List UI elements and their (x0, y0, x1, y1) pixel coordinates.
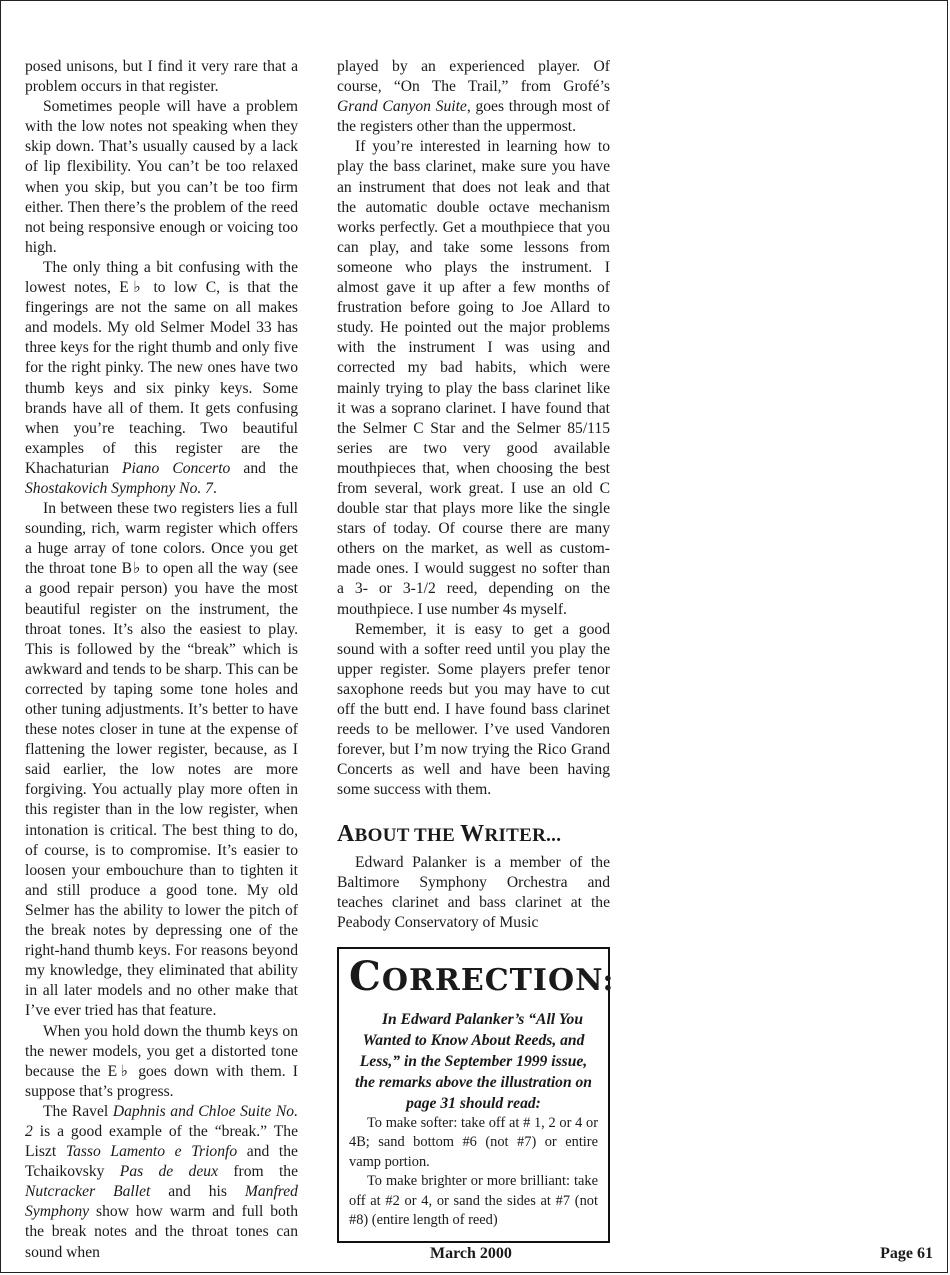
paragraph: The Ravel Daphnis and Chloe Suite No. 2 is a good example of the “break.” The Liszt Tasso Lamento e Trionfo and the Tchaikovsky Pas de deux from the Nutcracker Ballet and his Manfred Symphony show how warm and full both the break notes and the throat tones can sound when (25, 1102, 299, 1261)
paragraph: If you’re interested in learning how to play the bass clarinet, make sure you have an instrument that does not leak and that the automatic double octave mechanism works perfectly. Get a mouthpiece that you can play, and take some lessons from someone who plays the instrument. I almost gave it up after a few months of frustration before going to Joe Allard to study. He pointed out the major problems with the instrument I was using and corrected my bad habits, which were mainly trying to play the bass clarinet like it was a soprano clarinet. I have found that the Selmer C Star and the Selmer 85/115 series are two very good available mouthpieces that, when choosing the best from several, work great. I use an old C double star that plays more like the single stars of today. Of course there are many others on the market, as well as custom-made ones. I would suggest no softer than a 3- or 3-1/2 reed, depending on the mouthpiece. I use number 4s myself. (337, 138, 610, 618)
correction-line: To make brighter or more brilliant: take off at #2 or 4, or sand the sides at #7 (not #8) (entire length of reed) (349, 1173, 598, 1229)
correction-title: CORRECTION: (349, 952, 615, 1000)
paragraph: Remember, it is easy to get a good sound with a softer reed until you play the upper register. Some players prefer tenor saxophone reeds but you may have to cut off the butt end. I have found bass clarinet reeds to be mellower. I’ve used Vandoren forever, but I’m now trying the Rico Grand Concerts as well and have been having some success with them. (337, 620, 610, 799)
about-writer-heading: ABOUT THE WRITER... (337, 821, 562, 848)
correction-intro: In Edward Palanker’s “All You Wanted to Know About Reeds, and Less,” in the September 1999 issue, the remarks above the illustration on page 31 should read: (355, 1010, 592, 1112)
page-number: Page 61 (880, 1245, 933, 1262)
about-writer-text: Edward Palanker is a member of the Baltimore Symphony Orchestra and teaches clarinet and bass clarinet at the Peabody Conservatory of Music (337, 853, 610, 931)
left-column (25, 57, 298, 1263)
correction-line: To make softer: take off at # 1, 2 or 4 or 4B; sand bottom #6 (not #7) or entire vamp portion. (349, 1114, 598, 1170)
paragraph: The only thing a bit confusing with the lowest notes, E♭ to low C, is that the fingerings are not the same on all makes and models. My old Selmer Model 33 has three keys for the right thumb and only five for the right pinky. The new ones have two thumb keys and six pinky keys. Some brands have all of them. It gets confusing when you’re teaching. Two beautiful examples of this register are the Khachaturian Piano Concerto and the Shostakovich Symphony No. 7. (25, 258, 298, 497)
paragraph: posed unisons, but I find it very rare that a problem occurs in that register. (25, 58, 298, 96)
paragraph: In between these two registers lies a full sounding, rich, warm register which offers a huge array of tone colors. Once you get the throat tone B♭ to open all the way (see a good repair person) you have the most beautiful register on the instrument, the throat tones. It’s also the easiest to play. This is followed by the “break” which is awkward and tends to be sharp. This can be corrected by taping some tone holes and other tuning adjustments. It’s better to have these notes closer in tune at the expense of flattening the lower register, because, as I said earlier, the low notes are more forgiving. You actually play more often in this register than in the low register, when intonation is critical. The best thing to do, of course, is to compromise. It’s easier to loosen your embouchure than to tighten it and still produce a good tone. My old Selmer has the ability to lower the pitch of the break notes by depressing one of the right-hand thumb keys. For reasons beyond my knowledge, they eliminated that ability in all later models and no other make that I’ve ever tried has that feature. (25, 500, 298, 1020)
footer-date: March 2000 (430, 1245, 512, 1262)
right-column (337, 57, 615, 1243)
correction-box (337, 947, 615, 1243)
paragraph: played by an experienced player. Of course, “On The Trail,” from Grofé’s Grand Canyon Suite, goes through most of the registers other than the uppermost. (337, 58, 610, 136)
paragraph: Sometimes people will have a problem with the low notes not speaking when they skip down. That’s usually caused by a lack of lip flexibility. You can’t be too relaxed when you skip, but you can’t be too firm either. Then there’s the problem of the reed not being responsive enough or voicing too high. (25, 98, 298, 256)
paragraph: When you hold down the thumb keys on the newer models, you get a distorted tone because the E♭ goes down with them. I suppose that’s progress. (25, 1022, 298, 1100)
